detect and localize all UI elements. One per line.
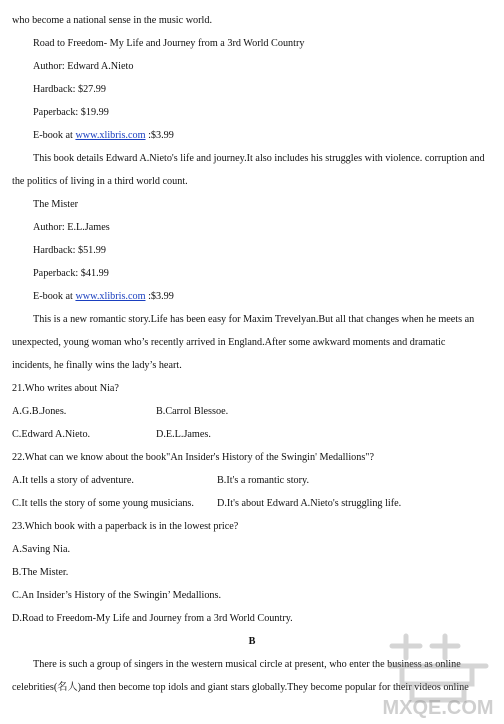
- book3-description-line1: This book details Edward A.Nieto's life and journey.It also includes his struggles with violence. corruption and: [33, 153, 485, 164]
- question-23-option-a: A.Saving Nia.: [12, 544, 71, 555]
- question-21-option-a: A.G.B.Jones.: [12, 406, 67, 417]
- book3-title: Road to Freedom- My Life and Journey from a 3rd World Country: [33, 38, 305, 49]
- book3-ebook-link[interactable]: www.xlibris.com: [75, 130, 146, 141]
- book3-ebook-price: :$3.99: [145, 130, 174, 141]
- book4-hardback: Hardback: $51.99: [33, 245, 106, 256]
- question-21-option-d: D.E.L.James.: [156, 429, 211, 440]
- question-21-option-b: B.Carrol Blessoe.: [156, 406, 229, 417]
- book3-hardback: Hardback: $27.99: [33, 84, 106, 95]
- book3-author: Author: Edward A.Nieto: [33, 61, 134, 72]
- book3-description-line2: the politics of living in a third world count.: [12, 176, 188, 187]
- book4-ebook-prefix: E-book at: [33, 291, 76, 302]
- book3-paperback: Paperback: $19.99: [33, 107, 109, 118]
- book4-ebook-link[interactable]: www.xlibris.com: [75, 291, 146, 302]
- section-b-line1: There is such a group of singers in the western musical circle at present, who enter the business as online: [33, 659, 461, 670]
- question-21-option-c: C.Edward A.Nieto.: [12, 429, 91, 440]
- question-22-option-a: A.It tells a story of adventure.: [12, 475, 134, 486]
- book4-paperback: Paperback: $41.99: [33, 268, 109, 279]
- question-22-option-d: D.It's about Edward A.Nieto's struggling life.: [217, 498, 402, 509]
- book4-description-line1: This is a new romantic story.Life has been easy for Maxim Trevelyan.But all that changes when he meets an: [33, 314, 475, 325]
- book3-ebook-prefix: E-book at: [33, 130, 76, 141]
- question-22-option-c: C.It tells the story of some young musicians.: [12, 498, 194, 509]
- question-23-option-b: B.The Mister.: [12, 567, 69, 578]
- book4-description-line2: unexpected, young woman who’s recently arrived in England.After some awkward moments and dramatic: [12, 337, 446, 348]
- book3-ebook: [33, 129, 496, 143]
- watermark-text: MXQE.COM: [382, 697, 494, 719]
- passage-a-tail: who become a national sense in the music world.: [12, 15, 213, 26]
- section-b-heading: B: [248, 636, 256, 647]
- section-b-line2: celebrities(名人)and then become top idols and giant stars globally.They become popular for their videos online: [12, 682, 469, 693]
- question-21-stem: 21.Who writes about Nia?: [12, 383, 119, 394]
- question-22-option-b: B.It's a romantic story.: [217, 475, 309, 486]
- book4-ebook-price: :$3.99: [145, 291, 174, 302]
- question-23-stem: 23.Which book with a paperback is in the lowest price?: [12, 521, 239, 532]
- book4-ebook: [33, 290, 496, 304]
- book4-author: Author: E.L.James: [33, 222, 110, 233]
- book4-description-line3: incidents, he finally wins the lady’s heart.: [12, 360, 182, 371]
- book4-title: The Mister: [33, 199, 78, 210]
- question-23-option-c: C.An Insider’s History of the Swingin’ Medallions.: [12, 590, 222, 601]
- question-23-option-d: D.Road to Freedom-My Life and Journey from a 3rd World Country.: [12, 613, 293, 624]
- question-22-stem: 22.What can we know about the book"An Insider's History of the Swingin' Medallions"?: [12, 452, 374, 463]
